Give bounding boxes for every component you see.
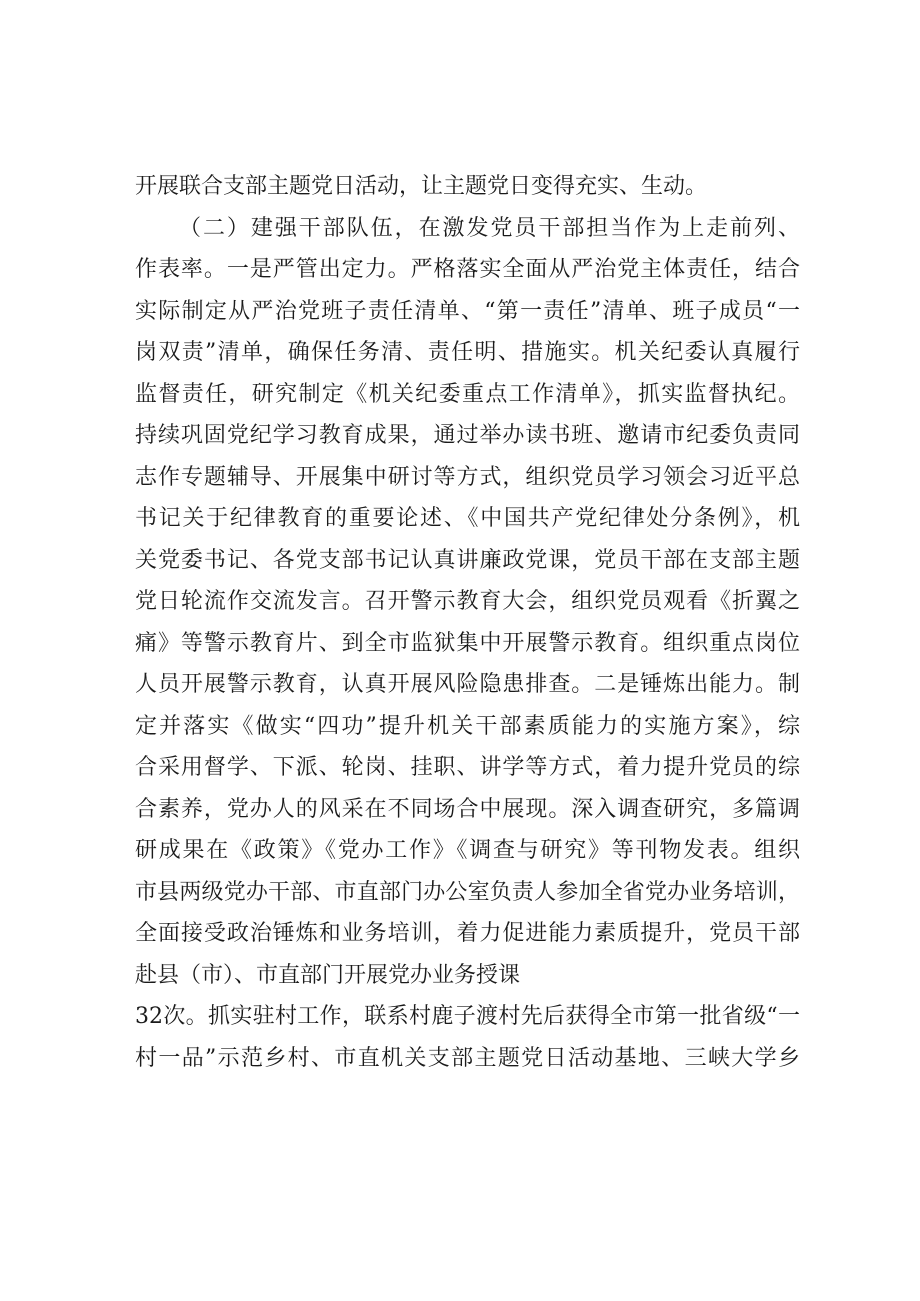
paragraph-line: 痛》等警示教育片、到全市监狱集中开展警示教育。组织重点岗位 bbox=[135, 630, 800, 656]
paragraph-line: 监督责任，研究制定《机关纪委重点工作清单》，抓实监督执纪。 bbox=[135, 381, 800, 407]
paragraph-line: 市县两级党办干部、市直部门办公室负责人参加全省党办业务培训， bbox=[135, 879, 800, 905]
paragraph-line: 村一品”示范乡村、市直机关支部主题党日活动基地、三峡大学乡 bbox=[135, 1045, 800, 1071]
paragraph-line: 作表率。一是严管出定力。严格落实全面从严治党主体责任，结合 bbox=[135, 257, 800, 282]
paragraph-line: 党日轮流作交流发言。召开警示教育大会，组织党员观看《折翼之 bbox=[135, 589, 800, 614]
paragraph-line: 定并落实《做实“四功”提升机关干部素质能力的实施方案》，综 bbox=[135, 713, 800, 739]
paragraph-line: 赴县（市）、市直部门开展党办业务授课 bbox=[135, 962, 521, 988]
paragraph-line: 关党委书记、各党支部书记认真讲廉政党课，党员干部在支部主题 bbox=[135, 547, 800, 573]
paragraph-line: 合素养，党办人的风采在不同场合中展现。深入调查研究，多篇调 bbox=[135, 796, 800, 822]
paragraph-line: 合采用督学、下派、轮岗、挂职、讲学等方式，着力提升党员的综 bbox=[135, 755, 800, 780]
paragraph-line: 研成果在《政策》《党办工作》《调查与研究》等刊物发表。组织 bbox=[135, 838, 800, 863]
paragraph-line: 开展联合支部主题党日活动，让主题党日变得充实、生动。 bbox=[135, 174, 708, 199]
paragraph-line: 持续巩固党纪学习教育成果，通过举办读书班、邀请市纪委负责同 bbox=[135, 423, 800, 448]
body-text bbox=[135, 166, 800, 1079]
paragraph-line: 全面接受政治锤炼和业务培训，着力促进能力素质提升，党员干部 bbox=[135, 921, 800, 946]
paragraph-line: （二）建强干部队伍，在激发党员干部担当作为上走前列、 bbox=[179, 215, 800, 241]
paragraph-line: 书记关于纪律教育的重要论述、《中国共产党纪律处分条例》，机 bbox=[135, 506, 800, 531]
paragraph-line: 志作专题辅导、开展集中研讨等方式，组织党员学习领会习近平总 bbox=[135, 464, 800, 490]
paragraph-line: 实际制定从严治党班子责任清单、“第一责任”清单、班子成员“一 bbox=[135, 298, 800, 324]
paragraph-line: 人员开展警示教育，认真开展风险隐患排查。二是锤炼出能力。制 bbox=[135, 672, 800, 697]
paragraph-line: 岗双责”清单，确保任务清、责任明、措施实。机关纪委认真履行 bbox=[135, 340, 800, 365]
paragraph-line: 32次。抓实驻村工作，联系村鹿子渡村先后获得全市第一批省级“一 bbox=[135, 1004, 800, 1029]
